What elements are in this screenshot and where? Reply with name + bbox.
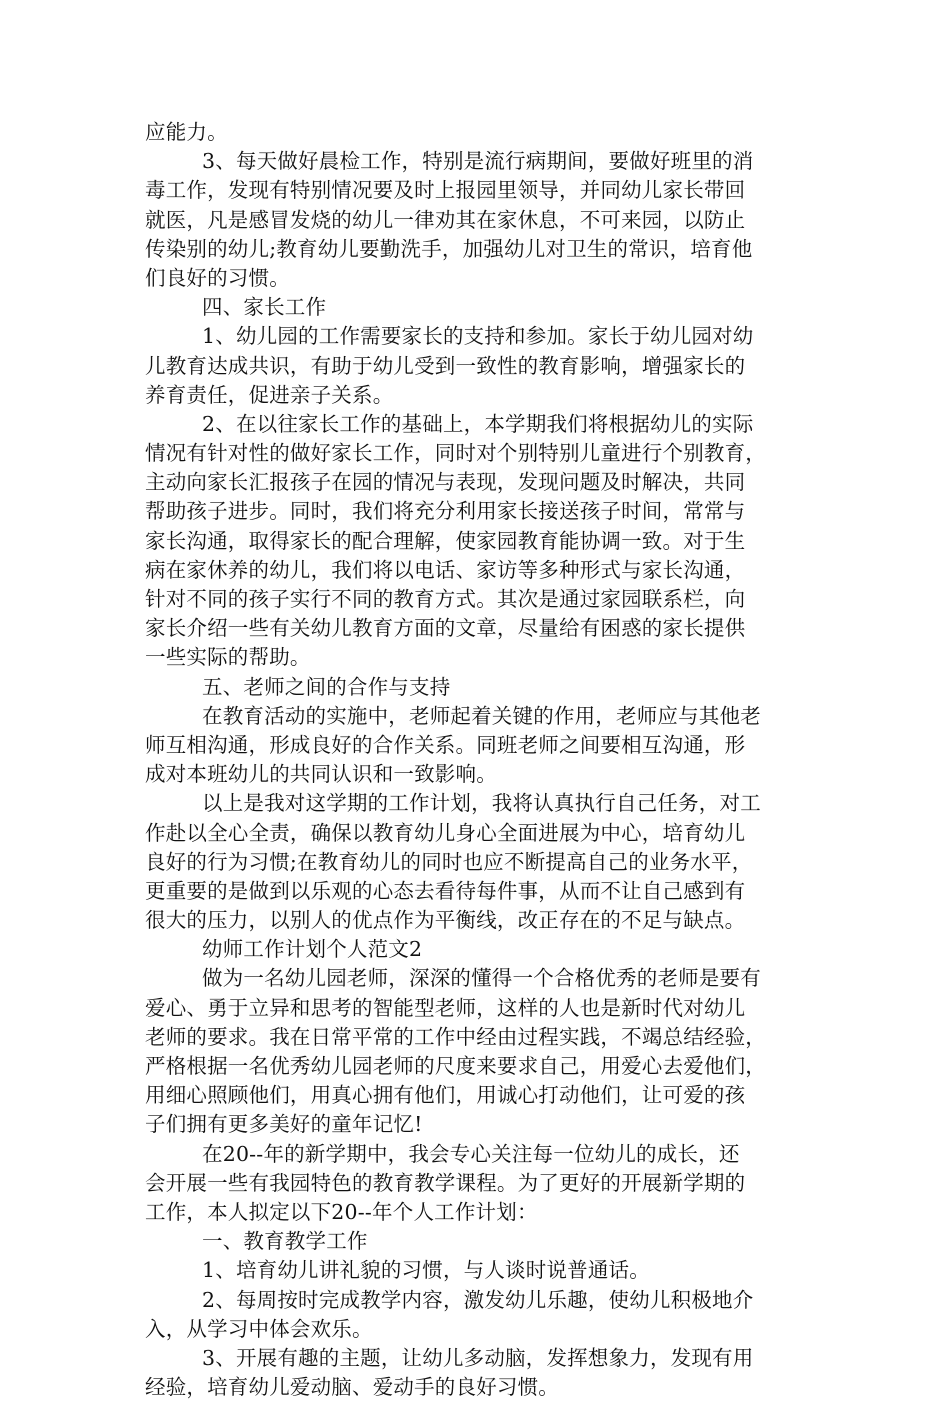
text-line: 很大的压力，以别人的优点作为平衡线，改正存在的不足与缺点。 xyxy=(145,908,746,933)
text-line: 老师的要求。我在日常平常的工作中经由过程实践，不竭总结经验， xyxy=(145,1024,766,1049)
text-line: 1、培育幼儿讲礼貌的习惯，与人谈时说普通话。 xyxy=(202,1258,650,1283)
text-line: 更重要的是做到以乐观的心态去看待每件事，从而不让自己感到有 xyxy=(145,878,746,903)
text-line: 入，从学习中体会欢乐。 xyxy=(145,1316,373,1341)
text-line: 就医，凡是感冒发烧的幼儿一律劝其在家休息，不可来园，以防止 xyxy=(145,207,746,232)
text-line: 在20--年的新学期中，我会专心关注每一位幼儿的成长，还 xyxy=(202,1141,740,1166)
text-line: 帮助孩子进步。同时，我们将充分利用家长接送孩子时间，常常与 xyxy=(145,499,746,524)
text-line: 爱心、勇于立异和思考的智能型老师，这样的人也是新时代对幼儿 xyxy=(145,995,746,1020)
text-line: 应能力。 xyxy=(145,120,228,144)
text-line: 家长沟通，取得家长的配合理解，使家园教育能协调一致。对于生 xyxy=(145,528,746,553)
text-line: 以上是我对这学期的工作计划，我将认真执行自己任务，对工 xyxy=(202,791,761,816)
text-line: 做为一名幼儿园老师，深深的懂得一个合格优秀的老师是要有 xyxy=(202,966,761,991)
text-line: 子们拥有更多美好的童年记忆! xyxy=(145,1112,423,1137)
text-line: 3、每天做好晨检工作，特别是流行病期间，要做好班里的消 xyxy=(202,149,754,174)
document-page xyxy=(145,118,813,1402)
text-line: 主动向家长汇报孩子在园的情况与表现，发现问题及时解决，共同 xyxy=(145,470,746,495)
text-line: 针对不同的孩子实行不同的教育方式。其次是通过家园联系栏，向 xyxy=(145,587,746,611)
text-line: 幼师工作计划个人范文2 xyxy=(202,937,423,962)
text-line: 用细心照顾他们，用真心拥有他们，用诚心打动他们，让可爱的孩 xyxy=(145,1083,746,1108)
text-line: 经验，培育幼儿爱动脑、爱动手的良好习惯。 xyxy=(145,1375,559,1400)
text-line: 会开展一些有我园特色的教育教学课程。为了更好的开展新学期的 xyxy=(145,1170,746,1195)
text-line: 四、家长工作 xyxy=(202,295,327,320)
text-line: 病在家休养的幼儿，我们将以电话、家访等多种形式与家长沟通， xyxy=(145,557,746,582)
text-line: 儿教育达成共识，有助于幼儿受到一致性的教育影响，增强家长的 xyxy=(145,353,746,378)
text-line: 养育责任，促进亲子关系。 xyxy=(145,382,394,407)
text-line: 严格根据一名优秀幼儿园老师的尺度来要求自己，用爱心去爱他们， xyxy=(145,1054,766,1078)
text-line: 五、老师之间的合作与支持 xyxy=(202,674,451,699)
text-line: 一、教育教学工作 xyxy=(202,1229,368,1254)
text-line: 成对本班幼儿的共同认识和一致影响。 xyxy=(145,762,497,787)
text-line: 在教育活动的实施中，老师起着关键的作用，老师应与其他老 xyxy=(202,703,761,728)
text-line: 工作，本人拟定以下20--年个人工作计划： xyxy=(145,1199,538,1224)
text-line: 师互相沟通，形成良好的合作关系。同班老师之间要相互沟通，形 xyxy=(145,732,746,757)
text-line: 家长介绍一些有关幼儿教育方面的文章，尽量给有困惑的家长提供 xyxy=(145,616,746,641)
text-line: 作赴以全心全责，确保以教育幼儿身心全面进展为中心，培育幼儿 xyxy=(145,820,746,845)
text-line: 2、在以往家长工作的基础上，本学期我们将根据幼儿的实际 xyxy=(202,411,754,436)
text-line: 1、幼儿园的工作需要家长的支持和参加。家长于幼儿园对幼 xyxy=(202,324,754,349)
text-line: 一些实际的帮助。 xyxy=(145,645,311,670)
text-line: 们良好的习惯。 xyxy=(145,265,290,290)
text-line: 毒工作，发现有特别情况要及时上报园里领导，并同幼儿家长带回 xyxy=(145,178,746,203)
text-line: 传染别的幼儿;教育幼儿要勤洗手，加强幼儿对卫生的常识，培育他 xyxy=(145,236,753,261)
text-line: 2、每周按时完成教学内容，激发幼儿乐趣，使幼儿积极地介 xyxy=(202,1287,754,1312)
text-line: 情况有针对性的做好家长工作，同时对个别特别儿童进行个别教育， xyxy=(145,441,766,466)
text-line: 3、开展有趣的主题，让幼儿多动脑，发挥想象力，发现有用 xyxy=(202,1345,754,1370)
text-line: 良好的行为习惯;在教育幼儿的同时也应不断提高自己的业务水平， xyxy=(145,849,753,874)
